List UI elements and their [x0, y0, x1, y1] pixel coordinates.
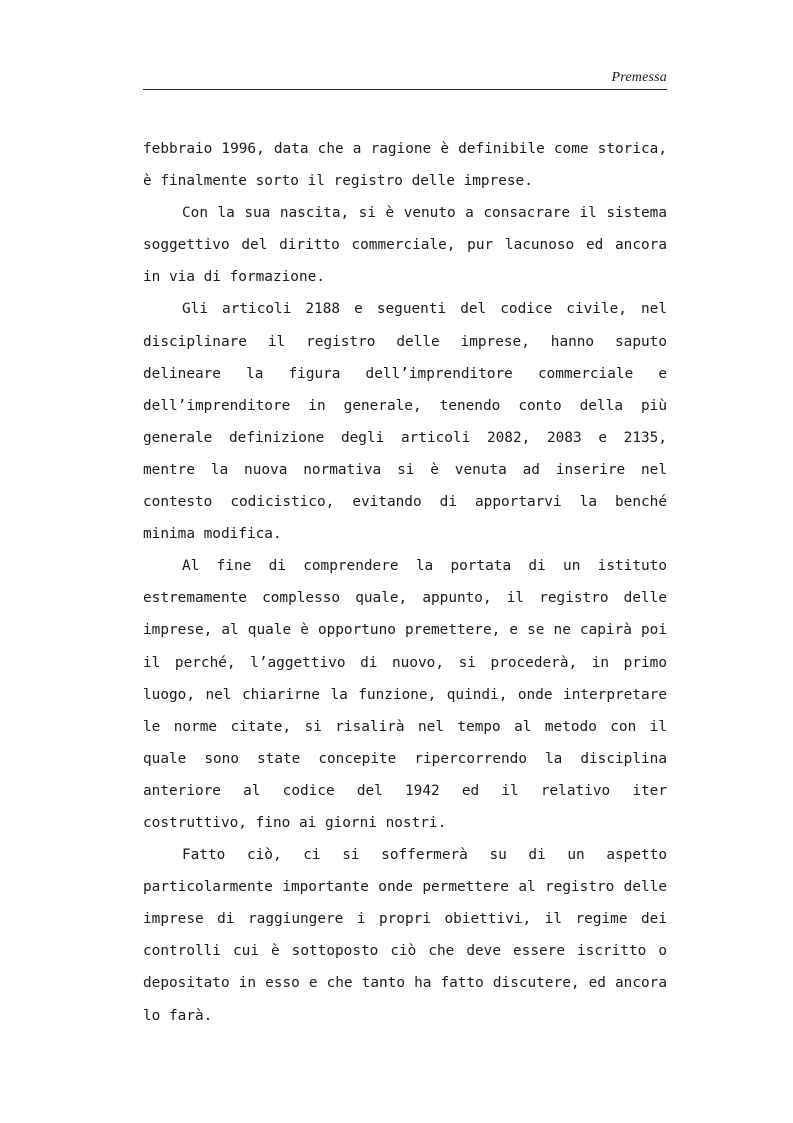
running-header [143, 68, 667, 90]
paragraph-1: febbraio 1996, data che a ragione è definibile come storica, è finalmente sorto il registro delle imprese. [143, 141, 667, 190]
paragraph-2: Con la sua nascita, si è venuto a consacrare il sistema soggettivo del diritto commerciale, pur lacunoso ed ancora in via di formazione. [143, 205, 667, 286]
body-text [143, 133, 667, 1032]
section-title: Premessa [611, 70, 667, 85]
paragraph-5: Fatto ciò, ci si soffermerà su di un aspetto particolarmente importante onde permettere al registro delle imprese di raggiungere i propri obiettivi, il regime dei controlli cui è sottoposto ciò che deve essere iscritto o depositato in esso e che tanto ha fatto discutere, ed ancora lo farà. [143, 847, 667, 1024]
paragraph-3: Gli articoli 2188 e seguenti del codice civile, nel disciplinare il registro delle imprese, hanno saputo delineare la figura dell’imprenditore commerciale e dell’imprenditore in generale, tenendo conto della più generale definizione degli articoli 2082, 2083 e 2135, mentre la nuova normativa si è venuta ad inserire nel contesto codicistico, evitando di apportarvi la benché minima modifica. [143, 301, 667, 543]
paragraph-4: Al fine di comprendere la portata di un istituto estremamente complesso quale, appunto, il registro delle imprese, al quale è opportuno premettere, e se ne capirà poi il perché, l’aggettivo di nuovo, si procederà, in primo luogo, nel chiarirne la funzione, quindi, onde interpretare le norme citate, si risalirà nel tempo al metodo con il quale sono state concepite ripercorrendo la disciplina anteriore al codice del 1942 ed il relativo iter costruttivo, fino ai giorni nostri. [143, 558, 667, 831]
